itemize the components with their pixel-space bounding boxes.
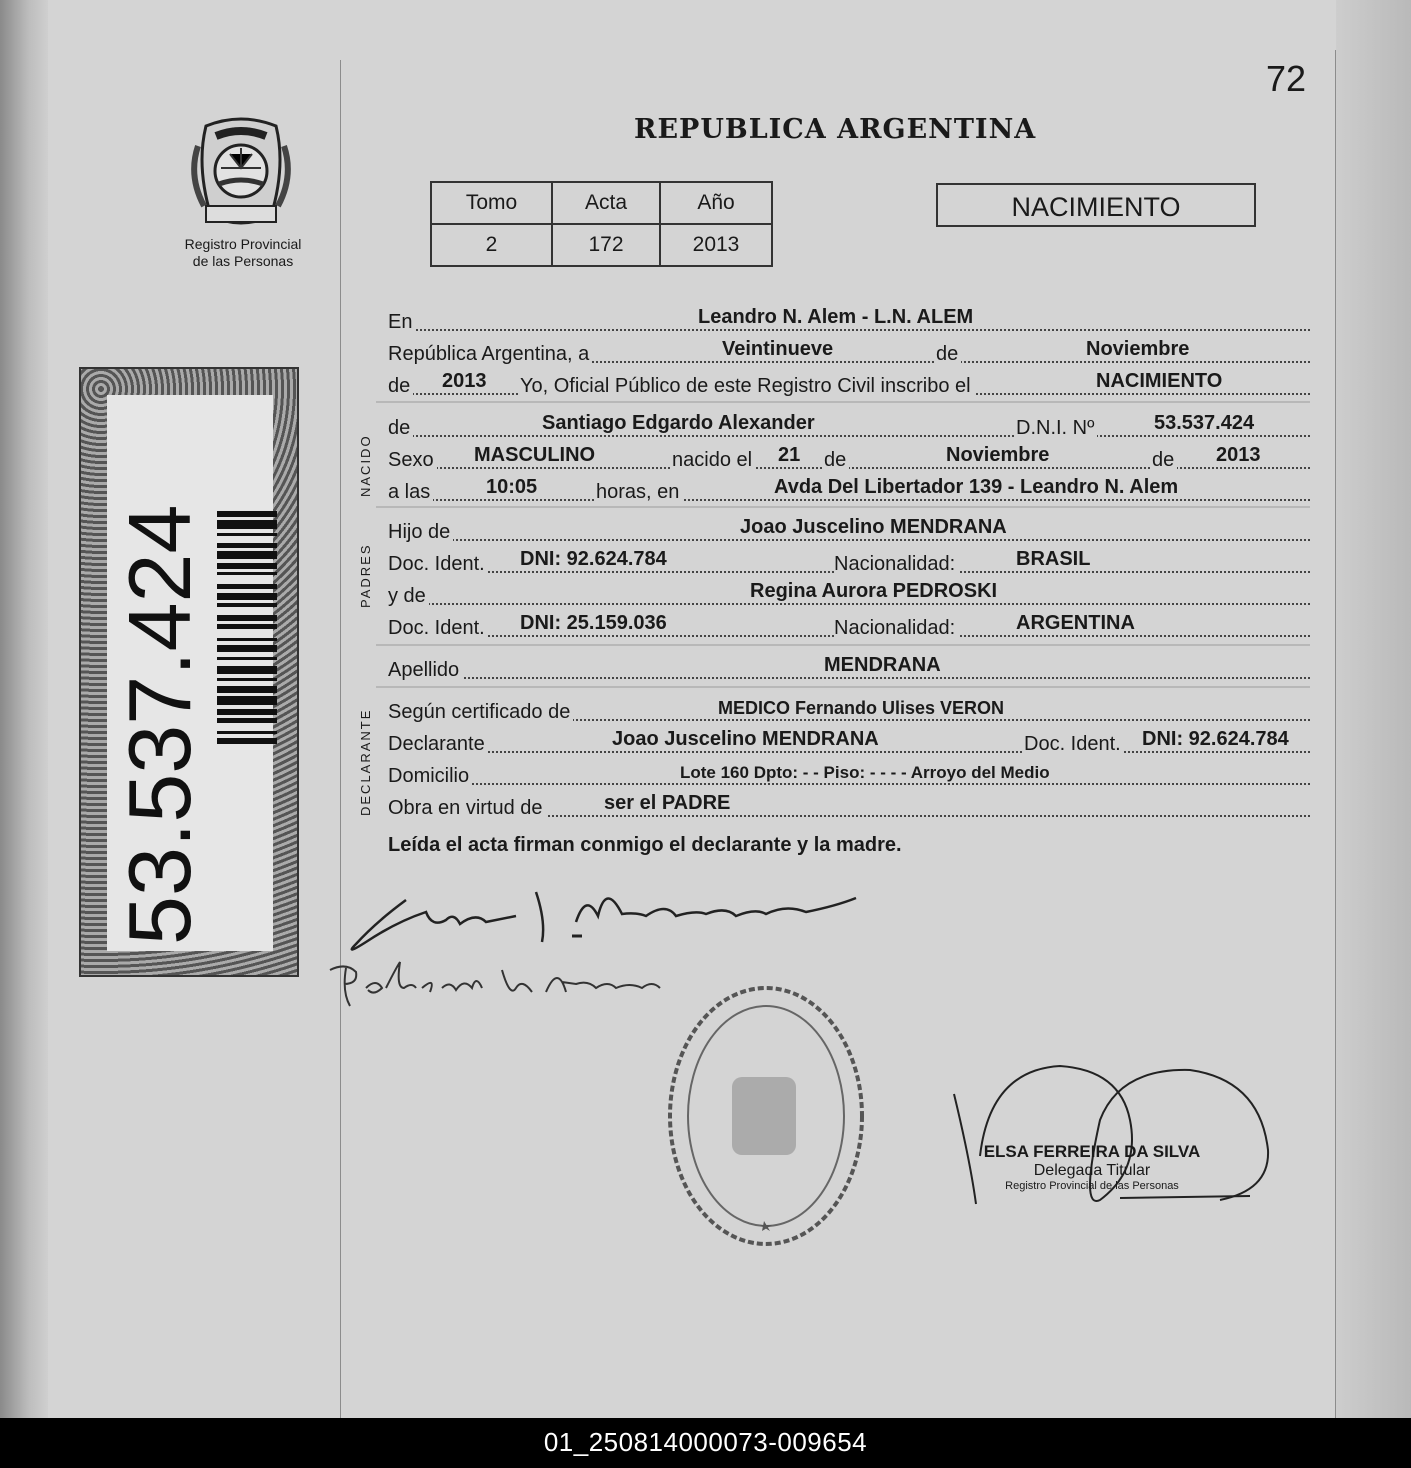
value-birth-year: 2013 xyxy=(1216,444,1261,466)
value-inscription: NACIMIENTO xyxy=(1096,370,1223,392)
barcode-bar xyxy=(217,638,277,641)
side-label-parents-text: PADRES xyxy=(358,543,373,608)
label-de: de xyxy=(388,375,413,398)
document-id-footer: 01_250814000073-009654 xyxy=(0,1418,1411,1468)
value-sex: MASCULINO xyxy=(474,444,596,466)
dotted-line xyxy=(388,783,1310,785)
section-separator xyxy=(376,401,1310,403)
label-domicilio: Domicilio xyxy=(388,765,472,788)
value-father-doc: DNI: 92.624.784 xyxy=(520,548,667,570)
barcode-bar xyxy=(217,718,277,723)
barcode-bar xyxy=(217,551,277,559)
barcode-bar xyxy=(217,657,277,660)
value-day-words: Veintinueve xyxy=(722,338,834,360)
label-alas: a las xyxy=(388,481,433,504)
value-father-nationality: BRASIL xyxy=(1016,548,1091,570)
barcode-bar xyxy=(217,709,277,715)
value-birth-place: Avda Del Libertador 139 - Leandro N. Alem xyxy=(774,476,1179,498)
value-declarant-doc: DNI: 92.624.784 xyxy=(1142,728,1289,750)
label-doc: Doc. Ident. xyxy=(1024,733,1124,756)
act-table xyxy=(430,181,773,267)
provincial-emblem-icon xyxy=(186,106,296,232)
margin-divider-left xyxy=(340,60,341,1418)
value-birth-day: 21 xyxy=(778,444,801,466)
side-label-declarant xyxy=(356,710,372,820)
barcode-bar xyxy=(217,645,277,652)
row-certificate xyxy=(388,692,1310,726)
barcode-bar xyxy=(217,615,277,621)
barcode-dni: 53.537.424 xyxy=(110,504,209,945)
value-child-name: Santiago Edgardo Alexander xyxy=(542,412,815,434)
label-dni: D.N.I. Nº xyxy=(1016,417,1097,440)
row-surname xyxy=(388,650,1310,684)
value-year: 2013 xyxy=(442,370,487,392)
label-en: En xyxy=(388,311,415,334)
side-label-born xyxy=(356,425,372,505)
value-child-dni: 53.537.424 xyxy=(1154,412,1255,434)
registry-line-2: de las Personas xyxy=(192,253,294,269)
act-table-cell: 2 xyxy=(431,224,552,266)
label-nacido: nacido el xyxy=(672,449,755,472)
side-label-declarant-text: DECLARANTE xyxy=(358,708,373,816)
barcode-bar xyxy=(217,624,277,629)
act-table-cell: 2013 xyxy=(660,224,772,266)
row-declarant xyxy=(388,724,1310,758)
value-surname: MENDRANA xyxy=(824,654,941,676)
row-capacity xyxy=(388,788,1310,822)
label-doc: Doc. Ident. xyxy=(388,553,488,576)
label-de: de xyxy=(388,417,413,440)
barcode-bar xyxy=(217,543,277,548)
barcode-bar xyxy=(217,738,277,744)
barcode-block xyxy=(79,367,299,977)
declarant-signature xyxy=(336,872,866,962)
value-father-name: Joao Juscelino MENDRANA xyxy=(740,516,1007,538)
label-segun: Según certificado de xyxy=(388,701,573,724)
label-de: de xyxy=(1152,449,1177,472)
side-label-parents xyxy=(356,532,372,622)
dotted-line xyxy=(388,499,1310,501)
act-table-header: Tomo xyxy=(431,182,552,224)
section-separator xyxy=(376,506,1310,508)
act-table-value-row xyxy=(431,224,772,266)
label-republica: República Argentina, a xyxy=(388,343,592,366)
value-certificate: MEDICO Fernando Ulises VERON xyxy=(718,698,1005,718)
side-label-born-text: NACIDO xyxy=(358,434,373,497)
barcode-bar xyxy=(217,572,277,575)
section-separator xyxy=(376,644,1310,646)
value-mother-doc: DNI: 25.159.036 xyxy=(520,612,667,634)
row-mother xyxy=(388,576,1310,610)
dotted-line xyxy=(388,539,1310,541)
label-yo: Yo, Oficial Público de este Registro Civil inscribo el xyxy=(520,375,974,398)
row-address xyxy=(388,756,1310,790)
label-horas: horas, en xyxy=(596,481,682,504)
dotted-line xyxy=(388,329,1310,331)
dotted-line xyxy=(388,435,1310,437)
act-table-header: Año xyxy=(660,182,772,224)
label-de: de xyxy=(824,449,849,472)
act-table-header: Acta xyxy=(552,182,660,224)
official-signature xyxy=(950,1060,1270,1220)
barcode-bar xyxy=(217,686,277,693)
row-time-place xyxy=(388,472,1310,506)
barcode-label xyxy=(107,395,273,951)
page-right-edge xyxy=(1336,0,1411,1418)
value-address: Lote 160 Dpto: - - Piso: - - - - Arroyo del Medio xyxy=(680,763,1050,782)
value-declarant-name: Joao Juscelino MENDRANA xyxy=(612,728,879,750)
label-nacionalidad: Nacionalidad: xyxy=(834,553,958,576)
value-birth-month: Noviembre xyxy=(946,444,1050,466)
label-doc: Doc. Ident. xyxy=(388,617,488,640)
row-sex xyxy=(388,440,1310,474)
value-mother-nationality: ARGENTINA xyxy=(1016,612,1135,634)
row-inscription xyxy=(388,366,1310,400)
barcode-bar xyxy=(217,678,277,681)
label-sexo: Sexo xyxy=(388,449,437,472)
page-left-edge xyxy=(0,0,48,1418)
row-mother-doc xyxy=(388,608,1310,642)
barcode-bar xyxy=(217,563,277,569)
act-type-box: NACIMIENTO xyxy=(936,183,1256,227)
dotted-line xyxy=(388,751,1310,753)
barcode-bar xyxy=(217,533,277,536)
row-father xyxy=(388,512,1310,546)
label-de: de xyxy=(936,343,961,366)
row-child xyxy=(388,408,1310,442)
registry-name xyxy=(160,236,326,270)
dotted-line xyxy=(388,677,1310,679)
official-org: Registro Provincial de las Personas xyxy=(1005,1180,1179,1192)
barcode-bar xyxy=(217,520,277,529)
registry-seal xyxy=(666,985,866,1247)
section-separator xyxy=(376,686,1310,688)
label-hijo: Hijo de xyxy=(388,521,453,544)
label-obra: Obra en virtud de xyxy=(388,797,546,820)
mother-signature xyxy=(326,958,666,1014)
label-declarante: Declarante xyxy=(388,733,488,756)
registry-line-1: Registro Provincial xyxy=(184,236,302,252)
barcode-bar xyxy=(217,696,277,705)
value-mother-name: Regina Aurora PEDROSKI xyxy=(750,580,998,602)
barcode-bar xyxy=(217,666,277,674)
barcode-bar xyxy=(217,584,277,589)
act-table-cell: 172 xyxy=(552,224,660,266)
label-yde: y de xyxy=(388,585,429,608)
barcode-bar xyxy=(217,511,277,517)
document-title: REPUBLICA ARGENTINA xyxy=(634,114,1037,145)
official-name: ELSA FERREIRA DA SILVA xyxy=(983,1142,1201,1161)
page-number: 72 xyxy=(1266,58,1307,99)
label-nacionalidad: Nacionalidad: xyxy=(834,617,958,640)
act-table-header-row xyxy=(431,182,772,224)
official-role: Delegada Titular xyxy=(1033,1162,1151,1179)
official-block xyxy=(970,1142,1214,1192)
value-month: Noviembre xyxy=(1086,338,1190,360)
value-birth-time: 10:05 xyxy=(486,476,538,498)
value-capacity: ser el PADRE xyxy=(604,792,731,814)
barcode-bar xyxy=(217,603,277,607)
barcode-bars xyxy=(217,511,277,881)
label-apellido: Apellido xyxy=(388,659,462,682)
row-place xyxy=(388,302,1310,336)
row-date xyxy=(388,334,1310,368)
closing-statement: Leída el acta firman conmigo el declarante y la madre. xyxy=(388,834,902,856)
value-place: Leandro N. Alem - L.N. ALEM xyxy=(698,306,974,328)
barcode-bar xyxy=(217,593,277,600)
dotted-line xyxy=(388,603,1310,605)
row-father-doc xyxy=(388,544,1310,578)
barcode-bar xyxy=(217,731,277,734)
margin-divider-right xyxy=(1335,50,1336,1418)
